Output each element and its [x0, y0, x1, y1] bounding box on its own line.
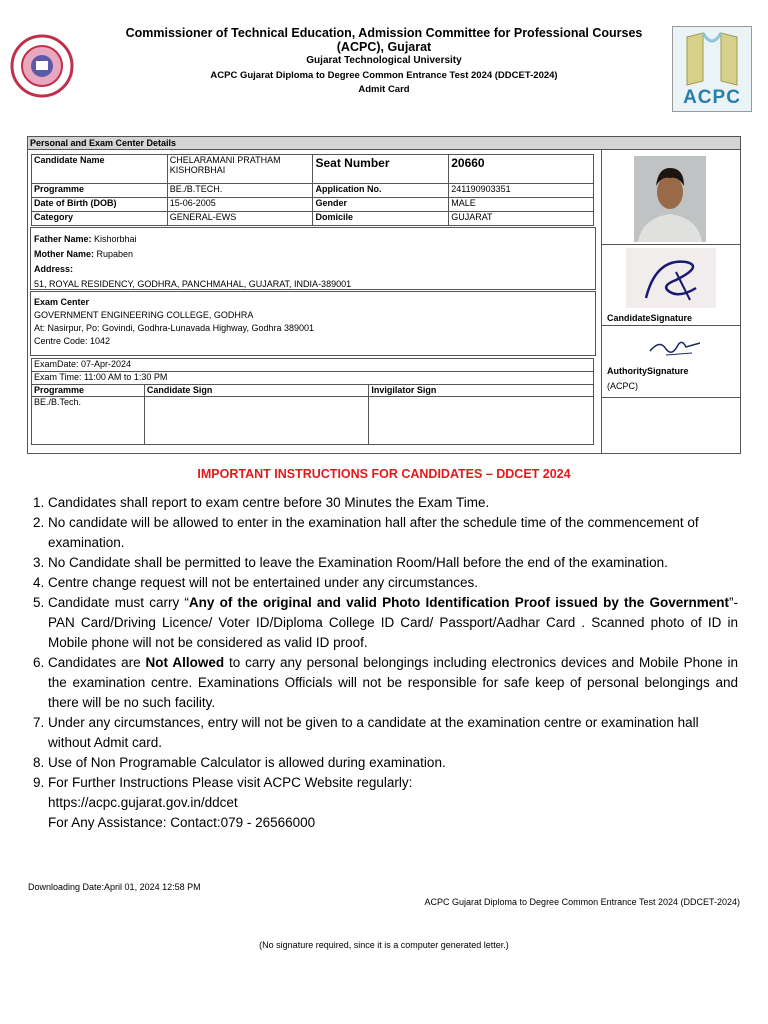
- category-value: GENERAL-EWS: [167, 212, 313, 226]
- instruction-7: 7. Under any circumstances, entry will not be given to a candidate at the examination centre or examination hall without Admit card.: [48, 713, 738, 753]
- col-invigilator-sign: Invigilator Sign: [369, 385, 594, 397]
- header-title-line1: Commissioner of Technical Education, Admission Committee for Professional Courses: [125, 26, 643, 40]
- candidate-sign-cell: [144, 397, 369, 445]
- instruction-6-b: Not Allowed: [145, 655, 225, 670]
- mother-label: Mother Name:: [34, 249, 95, 259]
- father-label: Father Name:: [34, 234, 92, 244]
- authority-signature-image: [646, 333, 702, 366]
- section-title: Personal and Exam Center Details: [28, 137, 740, 150]
- header-university: Gujarat Technological University: [306, 55, 462, 66]
- name-label: Candidate Name: [32, 155, 168, 184]
- instruction-9: [48, 773, 738, 833]
- name-line1: CHELARAMANI PRATHAM: [169, 155, 281, 165]
- instructions-list: [48, 493, 738, 833]
- programme-cell: BE./B.Tech.: [32, 397, 145, 445]
- exam-date: ExamDate: 07-Apr-2024: [32, 359, 594, 372]
- dob-value: 15-06-2005: [167, 198, 313, 212]
- programme-label: Programme: [32, 184, 168, 198]
- candidate-table: [31, 154, 594, 226]
- exam-center-address: At: Nasirpur, Po: Govindi, Godhra-Lunavada Highway, Godhra 389001: [34, 323, 314, 333]
- name-value: [167, 155, 313, 184]
- header-doc-type: Admit Card: [358, 84, 410, 95]
- header-title: [110, 26, 658, 54]
- instructions-title: IMPORTANT INSTRUCTIONS FOR CANDIDATES – DDCET 2024: [197, 467, 571, 481]
- gender-label: Gender: [313, 198, 449, 212]
- family-address-box: [30, 227, 596, 290]
- exam-center-box: [30, 291, 596, 356]
- instruction-8: 8. Use of Non Programable Calculator is allowed during examination.: [48, 753, 738, 773]
- download-date: Downloading Date:April 01, 2024 12:58 PM: [28, 882, 201, 892]
- exam-center-label: Exam Center: [34, 297, 90, 307]
- authority-signature-label: AuthoritySignature: [607, 366, 689, 376]
- candidate-signature-image: [626, 248, 716, 308]
- instruction-5: [48, 593, 738, 653]
- instruction-1: 1. Candidates shall report to exam centre before 30 Minutes the Exam Time.: [48, 493, 738, 513]
- application-value: 241190903351: [449, 184, 594, 198]
- acpc-website-link[interactable]: https://acpc.gujarat.gov.in/ddcet: [48, 795, 238, 810]
- mother-value: Rupaben: [96, 249, 134, 259]
- father-row: [34, 232, 592, 247]
- category-label: Category: [32, 212, 168, 226]
- instruction-4: 4. Centre change request will not be entertained under any circumstances.: [48, 573, 738, 593]
- authority-signature-sub: (ACPC): [607, 381, 638, 391]
- instruction-6-a: Candidates are: [48, 655, 146, 670]
- instruction-2: 2. No candidate will be allowed to enter in the examination hall after the schedule time of the commencement of examination.: [48, 513, 738, 553]
- gender-value: MALE: [449, 198, 594, 212]
- acpc-logo-text: ACPC: [683, 87, 741, 108]
- instruction-9-a: 9. For Further Instructions Please visit ACPC Website regularly:: [48, 775, 413, 790]
- instruction-5-b: Any of the original and valid Photo Identification Proof issued by the Government: [188, 595, 729, 610]
- invigilator-sign-cell: [369, 397, 594, 445]
- domicile-label: Domicile: [313, 212, 449, 226]
- seat-label: Seat Number: [313, 155, 449, 184]
- candidate-photo: [634, 156, 706, 242]
- mother-row: [34, 247, 592, 262]
- programme-value: BE./B.TECH.: [167, 184, 313, 198]
- header-exam-title: ACPC Gujarat Diploma to Degree Common Entrance Test 2024 (DDCET-2024): [210, 70, 558, 81]
- footer-exam-title: ACPC Gujarat Diploma to Degree Common Entrance Test 2024 (DDCET-2024): [424, 897, 740, 907]
- acpc-logo: [672, 26, 752, 112]
- exam-center-code: Centre Code: 1042: [34, 336, 111, 346]
- domicile-value: GUJARAT: [449, 212, 594, 226]
- instruction-3: 3. No Candidate shall be permitted to leave the Examination Room/Hall before the end of the examination.: [48, 553, 738, 573]
- col-candidate-sign: Candidate Sign: [144, 385, 369, 397]
- instruction-6-c: to carry any personal belongings including electronics devices and Mobile Phone in the examination centre. Examinations Officials will not be responsible for safe keep of personal belongings and there will be no such facility.: [48, 655, 738, 710]
- gtu-logo: [10, 30, 74, 102]
- name-line2: KISHORBHAI: [169, 165, 226, 175]
- header-title-line2: (ACPC), Gujarat: [336, 40, 432, 54]
- dob-label: Date of Birth (DOB): [32, 198, 168, 212]
- exam-center-name: GOVERNMENT ENGINEERING COLLEGE, GODHRA: [34, 310, 254, 320]
- instruction-9-c: For Any Assistance: Contact:079 - 26566000: [48, 815, 316, 830]
- instruction-5-c: ”- PAN Card/Driving Licence/ Voter ID/Diploma College ID Card/ Passport/Aadhar Card . Scanned photo of ID in Mobile phone will not be considered as valid ID proof.: [48, 595, 738, 650]
- instruction-6: [48, 653, 738, 713]
- application-label: Application No.: [313, 184, 449, 198]
- candidate-signature-label: CandidateSignature: [607, 313, 693, 323]
- father-value: Kishorbhai: [94, 234, 137, 244]
- address-value: 51, ROYAL RESIDENCY, GODHRA, PANCHMAHAL, GUJARAT, INDIA-389001: [34, 279, 352, 289]
- instruction-5-a: Candidate must carry “: [48, 595, 189, 610]
- col-programme: Programme: [32, 385, 145, 397]
- exam-time: Exam Time: 11:00 AM to 1:30 PM: [32, 372, 594, 385]
- seat-value: 20660: [449, 155, 594, 184]
- address-label: Address:: [34, 264, 74, 274]
- footer-note: (No signature required, since it is a computer generated letter.): [259, 940, 509, 950]
- exam-time-table: [31, 358, 594, 445]
